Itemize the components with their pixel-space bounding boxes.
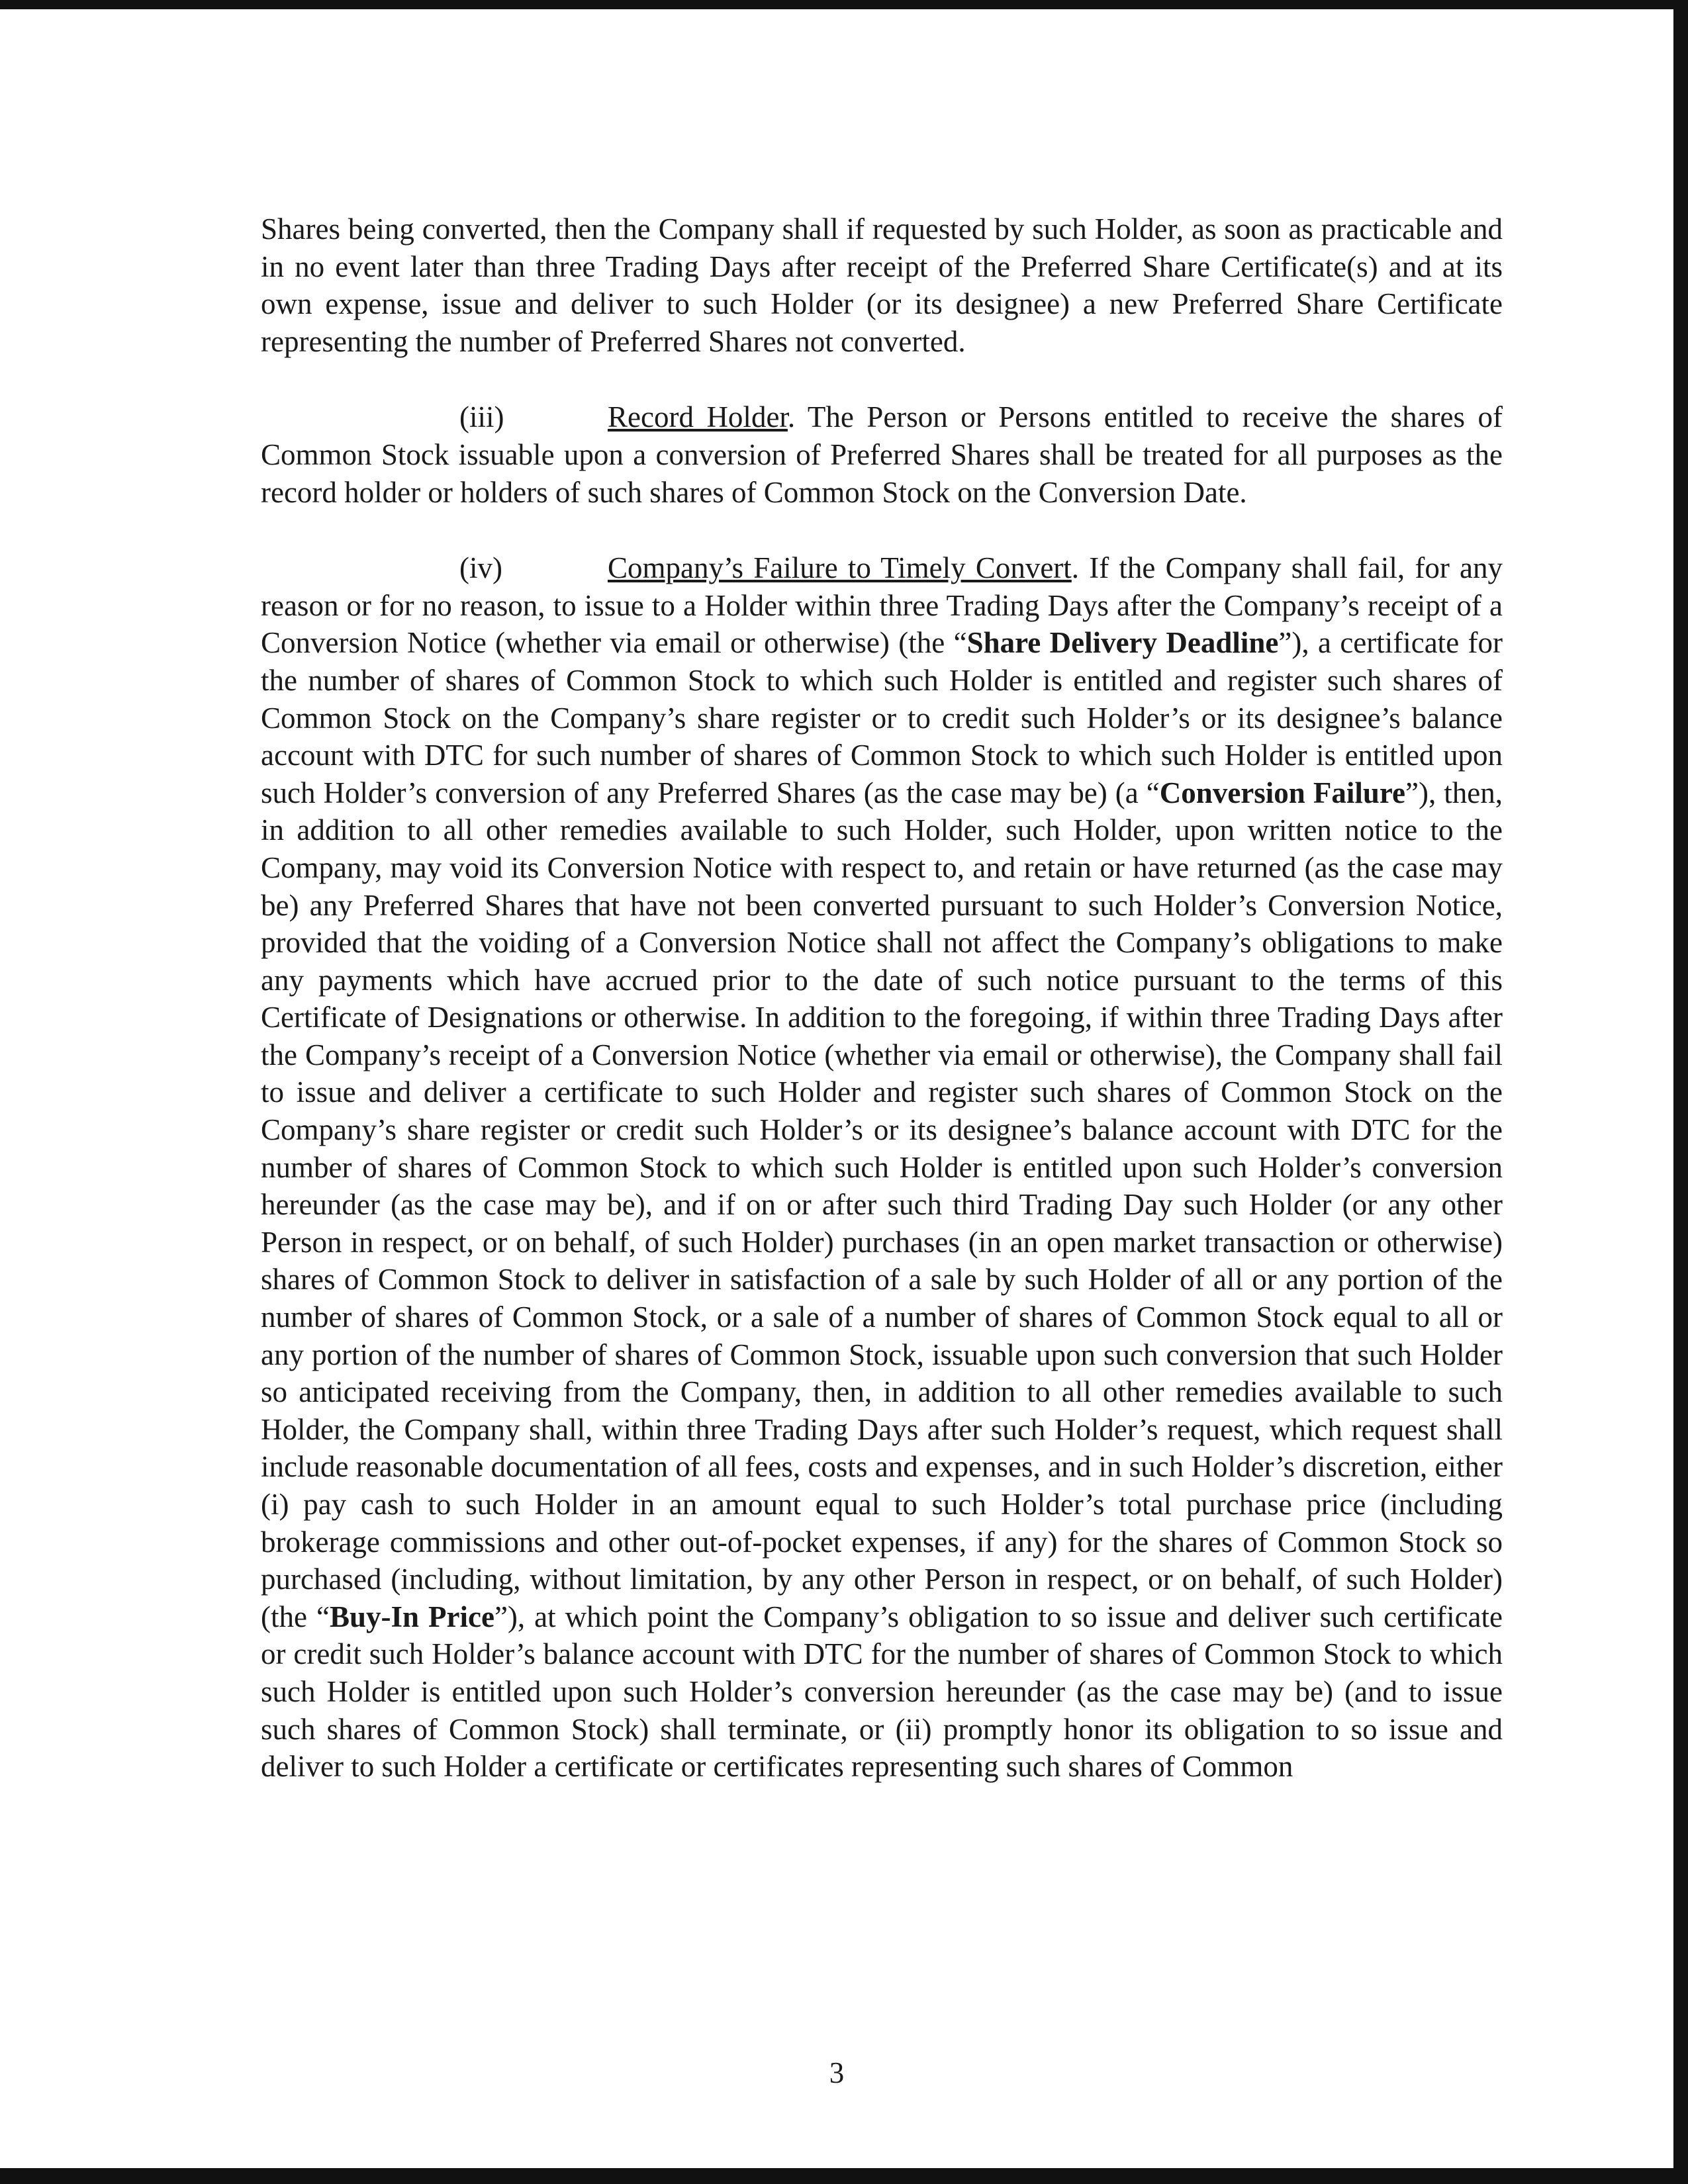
failure-text-part-1: . If the Company shall fail, for any reason or for no reason, to issue to a Holder within three Trading Days after the Company’s receipt of a Conversion Notice (whether via email or otherwise) (the “ — [261, 551, 1503, 660]
paragraph-continuation — [261, 210, 1503, 360]
document-page — [0, 9, 1673, 2168]
heading-record-holder: Record Holder — [608, 400, 788, 434]
section-number-iv: (iv) — [459, 551, 502, 585]
defined-term-buy-in-price: Buy-In Price — [329, 1600, 494, 1633]
heading-failure-to-convert: Company’s Failure to Timely Convert — [608, 551, 1072, 585]
record-holder-text: . The Person or Persons entitled to receive the shares of Common Stock issuable upon a conversion of Preferred Shares shall be treated for all purposes as the record holder or holders of such shares of Common Stock on the Conversion Date. — [261, 400, 1503, 509]
defined-term-conversion-failure: Conversion Failure — [1159, 776, 1406, 809]
paragraph-failure-to-convert — [261, 549, 1503, 1786]
section-number-iii: (iii) — [459, 400, 504, 434]
failure-text-part-4: ”), at which point the Company’s obligation to so issue and deliver such certificate or credit such Holder’s balance account with DTC for the number of shares of Common Stock to which such Holder is entitled upon such Holder’s conversion hereunder (as the case may be) (and to issue such shares of Common Stock) shall terminate, or (ii) promptly honor its obligation to so issue and deliver to such Holder a certificate or certificates representing such shares of Common — [261, 1600, 1503, 1784]
document-body — [261, 210, 1503, 1786]
paragraph-continuation-text: Shares being converted, then the Company shall if requested by such Holder, as soon as practicable and in no event later than three Trading Days after receipt of the Preferred Share Certificate(s) and at its own expense, issue and deliver to such Holder (or its designee) a new Preferred Share Certificate representing the number of Preferred Shares not converted. — [261, 212, 1503, 358]
page-number: 3 — [829, 2056, 845, 2089]
paragraph-record-holder — [261, 398, 1503, 511]
failure-text-part-2: ”), a certificate for the number of shares of Common Stock to which such Holder is entitled and register such shares of Common Stock on the Company’s share register or to credit such Holder’s or its designee’s balance account with DTC for such number of shares of Common Stock to which such Holder is entitled upon such Holder’s conversion of any Preferred Shares (as the case may be) (a “ — [261, 626, 1503, 809]
defined-term-share-delivery-deadline: Share Delivery Deadline — [966, 626, 1279, 660]
failure-text-part-3: ”), then, in addition to all other remedies available to such Holder, such Holder, upon written notice to the Company, may void its Conversion Notice with respect to, and retain or have returned (as the case may be) any Preferred Shares that have not been converted pursuant to such Holder’s Conversion Notice, provided that the voiding of a Conversion Notice shall not affect the Company’s obligations to make any payments which have accrued prior to the date of such notice pursuant to the terms of this Certificate of Designations or otherwise. In addition to the foregoing, if within three Trading Days after the Company’s receipt of a Conversion Notice (whether via email or otherwise), the Company shall fail to issue and deliver a certificate to such Holder and register such shares of Common Stock on the Company’s share register or credit such Holder’s or its designee’s balance account with DTC for the number of shares of Common Stock to which such Holder is entitled upon such Holder’s conversion hereunder (as the case may be), and if on or after such third Trading Day such Holder (or any other Person in respect, or on behalf, of such Holder) purchases (in an open market transaction or otherwise) shares of Common Stock to deliver in satisfaction of a sale by such Holder of all or any portion of the number of shares of Common Stock, or a sale of a number of shares of Common Stock equal to all or any portion of the number of shares of Common Stock, issuable upon such conversion that such Holder so anticipated receiving from the Company, then, in addition to all other remedies available to such Holder, the Company shall, within three Trading Days after such Holder’s request, which request shall include reasonable documentation of all fees, costs and expenses, and in such Holder’s discretion, either (i) pay cash to such Holder in an amount equal to such Holder’s total purchase price (including brokerage commissions and other out-of-pocket expenses, if any) for the shares of Common Stock so purchased (including, without limitation, by any other Person in respect, or on behalf, of such Holder) (the “ — [261, 776, 1503, 1633]
